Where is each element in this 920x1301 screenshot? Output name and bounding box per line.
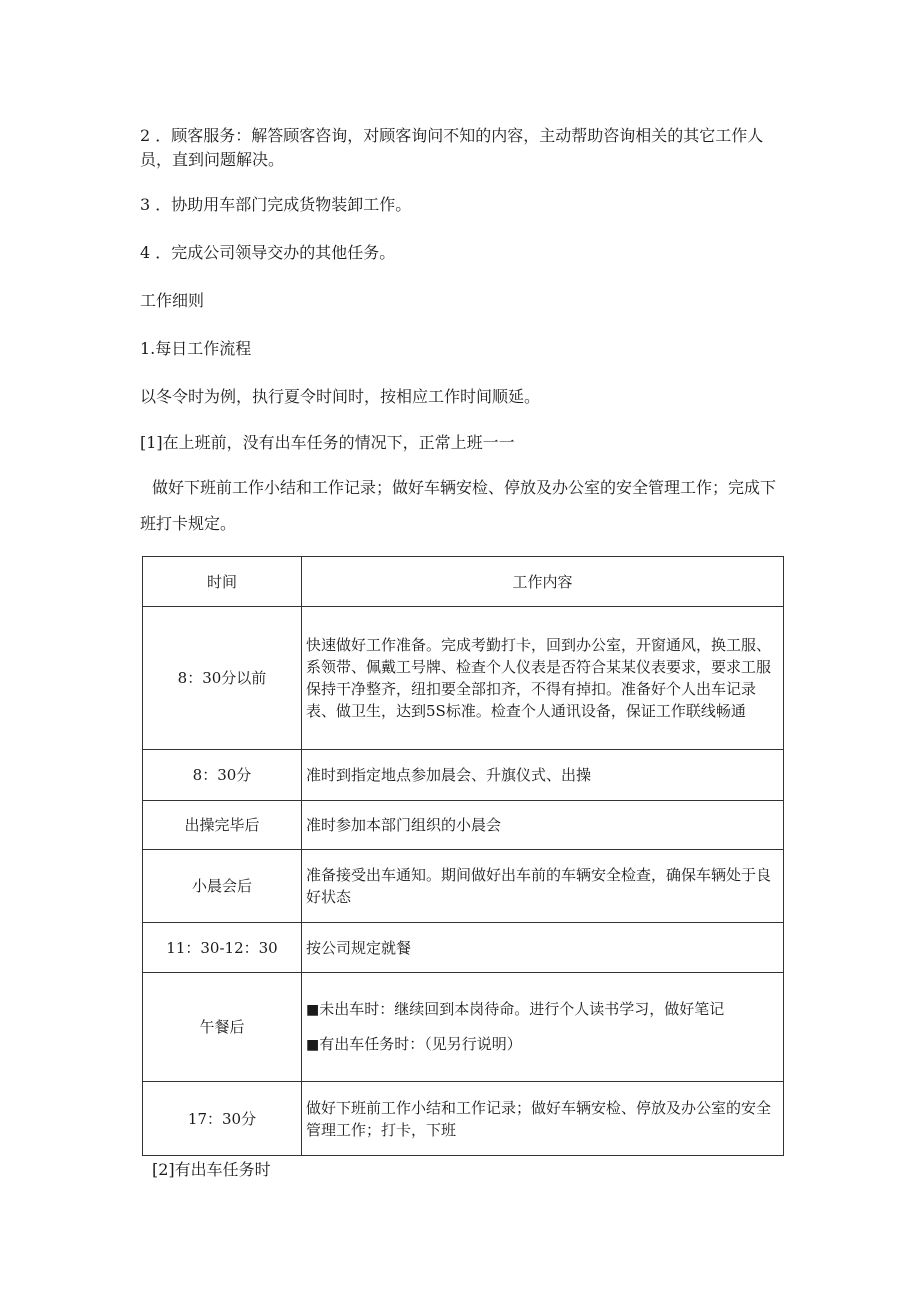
square-bullet-icon: ■ <box>306 1002 320 1018</box>
bullet-item <box>306 1033 779 1056</box>
square-bullet-icon: ■ <box>306 1037 320 1053</box>
row-time: 出操完毕后 <box>143 801 302 850</box>
bullet-item <box>306 998 779 1021</box>
row-time: 11：30-12：30 <box>143 923 302 973</box>
row-time: 8：30分以前 <box>143 607 302 750</box>
table-row <box>143 923 784 973</box>
table-row <box>143 973 784 1082</box>
row-content: 做好下班前工作小结和工作记录；做好车辆安检、停放及办公室的安全管理工作；打卡，下班 <box>302 1082 784 1156</box>
table-row <box>143 750 784 801</box>
table-row <box>143 801 784 850</box>
row-content: 准时到指定地点参加晨会、升旗仪式、出操 <box>302 750 784 801</box>
row-time: 午餐后 <box>143 973 302 1082</box>
row-content: 准备接受出车通知。期间做好出车前的车辆安全检查，确保车辆处于良好状态 <box>302 850 784 923</box>
item-4-other-tasks: 4 ．完成公司领导交办的其他任务。 <box>140 243 396 262</box>
header-content: 工作内容 <box>302 557 784 607</box>
header-time: 时间 <box>143 557 302 607</box>
subsection-title: 1.每日工作流程 <box>140 339 252 358</box>
row-time: 小晨会后 <box>143 850 302 923</box>
row-content: 按公司规定就餐 <box>302 923 784 973</box>
case-1-description: 做好下班前工作小结和工作记录；做好车辆安检、停放及办公室的安全管理工作；完成下班打卡规定。 <box>140 478 777 533</box>
table-row <box>143 850 784 923</box>
item-2-customer-service: 2 ．顾客服务：解答顾客咨询，对顾客询问不知的内容，主动帮助咨询相关的其它工作人员，直到问题解决。 <box>140 126 764 169</box>
table-header-row <box>143 557 784 607</box>
row-content: 准时参加本部门组织的小晨会 <box>302 801 784 850</box>
table-row <box>143 607 784 750</box>
daily-schedule-table <box>142 556 784 1156</box>
row-content: 快速做好工作准备。完成考勤打卡，回到办公室，开窗通风，换工服、系领带、佩戴工号牌、检查个人仪表是否符合某某仪表要求，要求工服保持干净整齐，纽扣要全部扣齐，不得有掉扣。准备好个人出车记录表、做卫生，达到5S标准。检查个人通讯设备，保证工作联线畅通 <box>302 607 784 750</box>
item-3-loading: 3 ．协助用车部门完成货物装卸工作。 <box>140 195 412 214</box>
bullet-text: 未出车时：继续回到本岗待命。进行个人读书学习，做好笔记 <box>319 1000 725 1018</box>
section-title: 工作细则 <box>140 291 205 310</box>
row-time: 8：30分 <box>143 750 302 801</box>
table-row <box>143 1082 784 1156</box>
intro-paragraph: 以冬令时为例，执行夏令时间时，按相应工作时间顺延。 <box>140 387 541 406</box>
row-content-bullets <box>302 973 784 1082</box>
row-time: 17：30分 <box>143 1082 302 1156</box>
case-2-title: [2]有出车任务时 <box>152 1160 271 1179</box>
bullet-text: 有出车任务时：（见另行说明） <box>319 1035 522 1053</box>
case-1-title: [1]在上班前，没有出车任务的情况下，正常上班一一 <box>140 433 515 452</box>
